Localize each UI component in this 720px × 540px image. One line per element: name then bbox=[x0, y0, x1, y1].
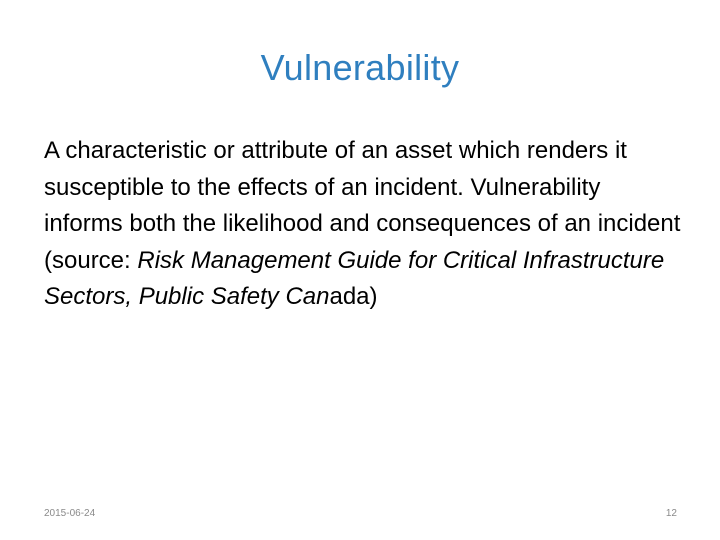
slide-body-text bbox=[44, 133, 684, 316]
body-source-tail: ada) bbox=[329, 283, 378, 310]
body-source-italic: Risk Management Guide for Critical Infrastructure Sectors, Public Safety Can bbox=[44, 246, 665, 310]
slide-number: 12 bbox=[665, 508, 677, 519]
slide-title: Vulnerability bbox=[260, 47, 460, 88]
footer-date: 2015-06-24 bbox=[44, 508, 96, 519]
body-intro-text: A characteristic or attribute of an asset which renders it susceptible to the effects of an incident. Vulnerability informs both the likelihood and consequences of an incident (source: bbox=[44, 137, 681, 274]
